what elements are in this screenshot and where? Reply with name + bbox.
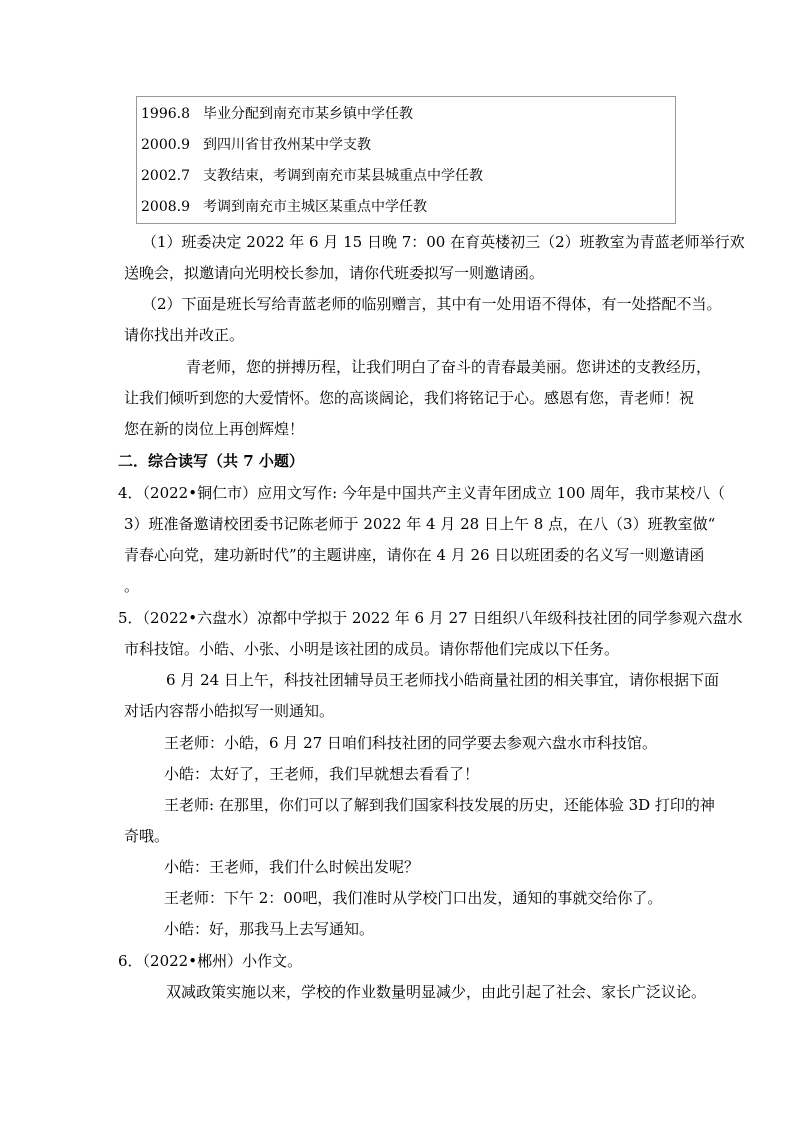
question-1-line: 送晚会，拟邀请向光明校长参加，请你代班委拟写一则邀请函。 <box>124 264 545 282</box>
question-4-line: 。 <box>124 577 140 595</box>
table-row <box>141 133 371 157</box>
table-row <box>141 102 413 126</box>
dialogue-line: 王老师：小皓，6 月 27 日咱们科技社团的同学要去参观六盘水市科技馆。 <box>164 734 657 752</box>
table-event: 考调到南充市主城区某重点中学任教 <box>203 199 427 215</box>
farewell-quote-line: 您在新的岗位上再创辉煌！ <box>124 420 305 438</box>
table-event: 支教结束，考调到南充市某县城重点中学任教 <box>203 168 483 184</box>
section-heading: 二．综合读写（共 7 小题） <box>118 452 304 470</box>
dialogue-line: 小皓：太好了，王老师，我们早就想去看看了！ <box>164 765 480 783</box>
question-6-line: 6．（2022•郴州）小作文。 <box>118 952 303 970</box>
question-4-line: 4．（2022•铜仁市）应用文写作: 今年是中国共产主义青年团成立 100 周年，我市某校八（ <box>118 484 726 502</box>
farewell-quote-line: 青老师，您的拼搏历程，让我们明白了奋斗的青春最美丽。您讲述的支教经历， <box>186 358 712 376</box>
question-5-line: 市科技馆。小皓、小张、小明是该社团的成员。请你帮他们完成以下任务。 <box>124 640 620 658</box>
table-row <box>141 195 427 219</box>
question-5-line: 5．（2022•六盘水）凉都中学拟于 2022 年 6 月 27 日组织八年级科技社团的同学参观六盘水 <box>118 609 743 627</box>
dialogue-line: 王老师：下午 2：00吧，我们准时从学校门口出发，通知的事就交给你了。 <box>164 889 663 907</box>
question-2-line: （2）下面是班长写给青蓝老师的临别赠言，其中有一处用语不得体，有一处搭配不当。 <box>142 295 722 313</box>
farewell-quote-line: 让我们倾听到您的大爱情怀。您的高谈阔论，我们将铭记于心。感恩有您，青老师！祝 <box>124 389 695 407</box>
table-date: 2002.7 <box>141 168 190 184</box>
dialogue-line: 小皓：王老师，我们什么时候出发呢？ <box>164 858 420 876</box>
table-event: 毕业分配到南充市某乡镇中学任教 <box>203 106 413 122</box>
table-date: 2008.9 <box>141 199 190 215</box>
question-2-line: 请你找出并改正。 <box>124 326 245 344</box>
question-1-line: （1）班委决定 2022 年 6 月 15 日晚 7：00 在育英楼初三（2）班教室为青蓝老师举行欢 <box>142 233 745 251</box>
table-event: 到四川省甘孜州某中学支教 <box>203 137 371 153</box>
dialogue-line: 王老师: 在那里，你们可以了解到我们国家科技发展的历史，还能体验 3D 打印的神 <box>164 796 715 814</box>
dialogue-line: 小皓：好，那我马上去写通知。 <box>164 920 375 938</box>
dialogue-line: 奇哦。 <box>124 827 170 845</box>
table-row <box>141 164 483 188</box>
table-date: 2000.9 <box>141 137 190 153</box>
question-6-line: 双减政策实施以来，学校的作业数量明显减少，由此引起了社会、家长广泛议论。 <box>166 983 707 1001</box>
question-5-line: 6 月 24 日上午，科技社团辅导员王老师找小皓商量社团的相关事宜，请你根据下面 <box>166 671 719 689</box>
career-timeline-table <box>136 96 676 224</box>
question-4-line: 青春心向党，建功新时代”的主题讲座，请你在 4 月 26 日以班团委的名义写一则邀请函 <box>124 546 705 564</box>
table-date: 1996.8 <box>141 106 190 122</box>
question-4-line: 3）班准备邀请校团委书记陈老师于 2022 年 4 月 28 日上午 8 点，在八（3）班教室做“ <box>124 515 716 533</box>
question-5-line: 对话内容帮小皓拟写一则通知。 <box>124 702 335 720</box>
